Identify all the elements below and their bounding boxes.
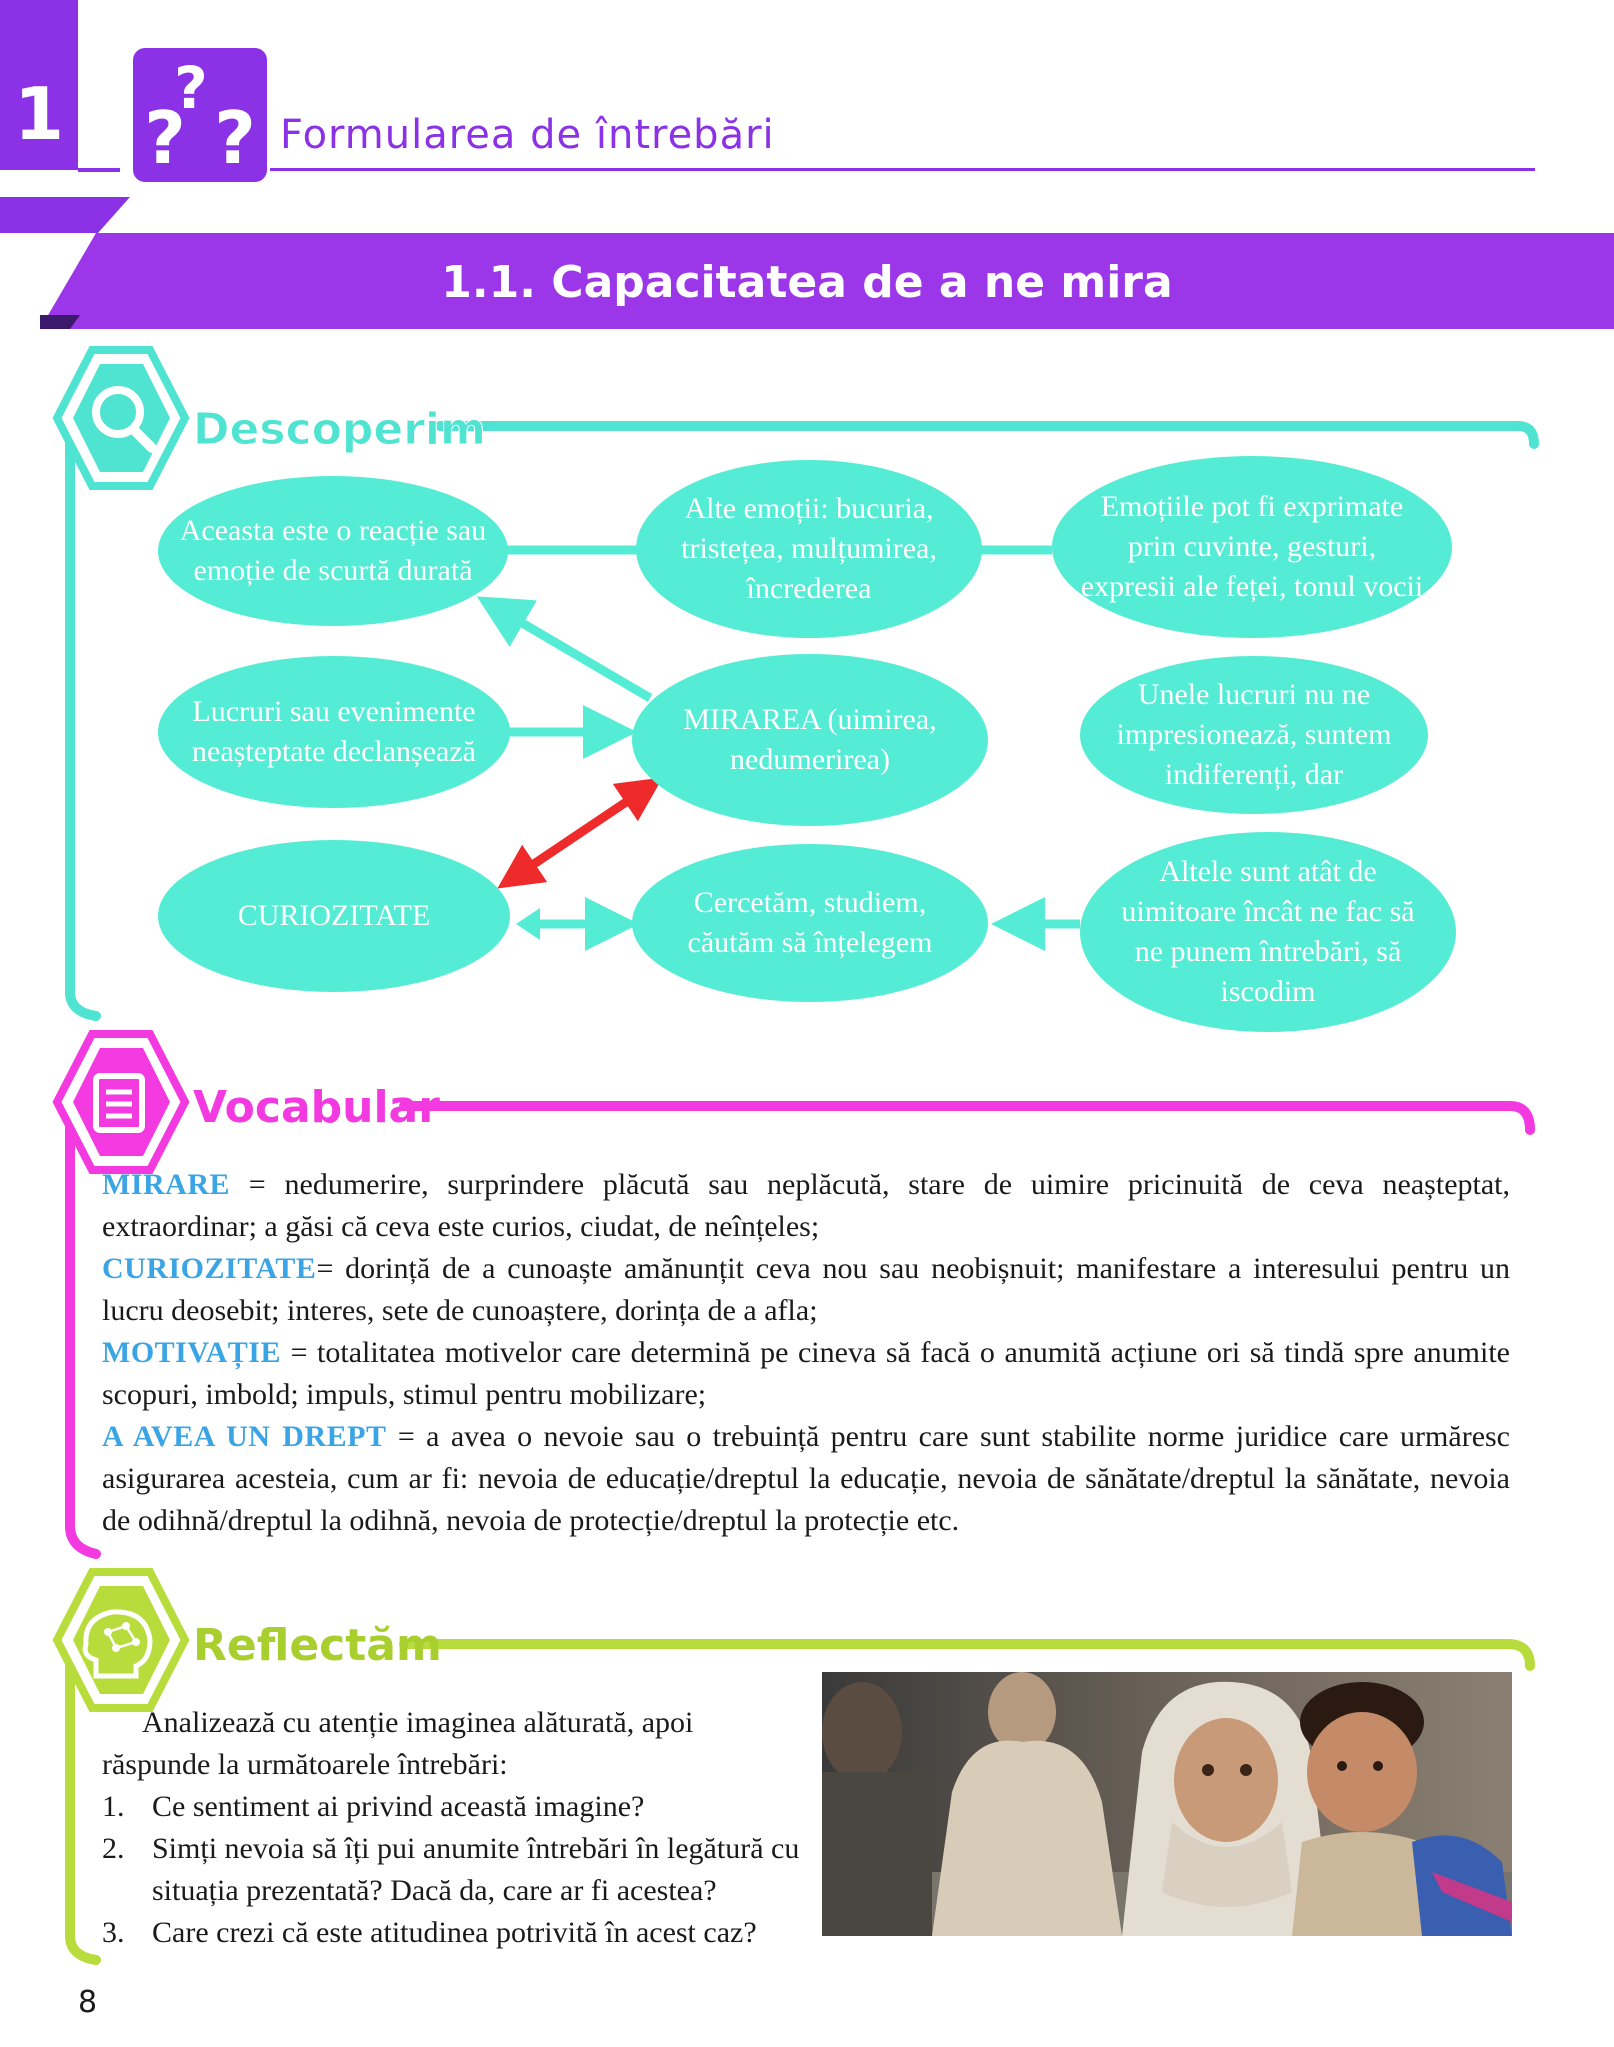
question-number: 2. xyxy=(102,1832,125,1865)
question-number: 3. xyxy=(102,1916,125,1949)
node-mirarea: MIRAREA (uimirea, nedumerirea) xyxy=(632,654,988,826)
vocab-definition: = nedumerire, surprindere plăcută sau neplăcută, stare de uimire pricinuită de ceva neașteptat, extraordinar; a găsi că ceva este curios, ciudat, de neînțeles; xyxy=(102,1168,1510,1243)
node-indiferenti: Unele lucruri nu ne impresionează, suntem indiferenți, dar xyxy=(1080,656,1428,814)
vocab-definition: = totalitatea motivelor care determină pe cineva să facă o anumită acțiune ori să tindă spre anumite scopuri, imbold; impuls, stimul pentru mobilizare; xyxy=(102,1336,1510,1411)
question-item xyxy=(102,1912,802,1954)
vocab-term: MIRARE xyxy=(102,1168,230,1201)
chapter-number: 1 xyxy=(13,72,65,156)
reflectam-label: Reflectăm xyxy=(193,1620,442,1671)
node-uimitoare: Altele sunt atât de uimitoare încât ne fac să ne punem întrebări, să iscodim xyxy=(1080,832,1456,1032)
reflect-questions xyxy=(102,1786,802,1954)
reflect-intro xyxy=(102,1702,802,1786)
node-curiozitate: CURIOZITATE xyxy=(158,840,510,992)
page-number: 8 xyxy=(78,1985,98,2020)
svg-text:?: ? xyxy=(144,96,186,180)
node-lucruri: Lucruri sau evenimente neașteptate declanșează xyxy=(158,656,510,808)
vocab-term: MOTIVAȚIE xyxy=(102,1336,281,1369)
lesson-title: 1.1. Capacitatea de a ne mira xyxy=(441,257,1173,308)
vocab-definition: = dorință de a cunoaște amănunțit ceva nou sau neobișnuit; manifestare a interesului pentru un lucru deosebit; interes, sete de cunoaștere, dorința de a afla; xyxy=(102,1252,1510,1327)
node-reactie: Aceasta este o reacție sau emoție de scurtă durată xyxy=(158,476,508,626)
node-cercetam: Cercetăm, studiem, căutăm să înțelegem xyxy=(632,844,988,1002)
vocabular-label: Vocabular xyxy=(193,1082,440,1133)
vocab-entry xyxy=(102,1416,1510,1542)
reflect-intro-text: Analizează cu atenție imaginea alăturată, apoi răspunde la următoarele întrebări: xyxy=(102,1706,694,1781)
question-text: Simți nevoia să îți pui anumite întrebări în legătură cu situația prezentată? Dacă da, care ar fi acestea? xyxy=(152,1832,800,1907)
question-text: Ce sentiment ai privind această imagine? xyxy=(152,1790,645,1823)
node-alte-emotii: Alte emoții: bucuria, tristețea, mulțumirea, încrederea xyxy=(636,460,982,638)
question-item xyxy=(102,1828,802,1912)
question-text: Care crezi că este atitudinea potrivită în acest caz? xyxy=(152,1916,757,1949)
chapter-title: Formularea de întrebări xyxy=(280,112,775,158)
children-photo xyxy=(822,1672,1512,1936)
vocabulary-list xyxy=(102,1164,1510,1542)
vocab-term: CURIOZITATE xyxy=(102,1252,317,1285)
vocab-definition: = a avea o nevoie sau o trebuință pentru care sunt stabilite norme juridice care urmăresc asigurarea acesteia, cum ar fi: nevoia de educație/dreptul la educație, nevoia de sănătate/dreptul la sănătate, nevoia de odihnă/dreptul la odihnă, nevoia de protecție/dreptul la protecție etc. xyxy=(102,1420,1510,1537)
svg-text:?: ? xyxy=(214,96,256,180)
question-item xyxy=(102,1786,802,1828)
question-number: 1. xyxy=(102,1790,125,1823)
descoperim-label: Descoperim xyxy=(193,404,486,455)
vocab-entry xyxy=(102,1332,1510,1416)
svg-text:?: ? xyxy=(174,54,208,122)
vocab-term: A AVEA UN DREPT xyxy=(102,1420,387,1453)
vocab-entry xyxy=(102,1164,1510,1248)
node-exprimare: Emoțiile pot fi exprimate prin cuvinte, gesturi, expresii ale feței, tonul vocii xyxy=(1052,456,1452,638)
vocab-entry xyxy=(102,1248,1510,1332)
